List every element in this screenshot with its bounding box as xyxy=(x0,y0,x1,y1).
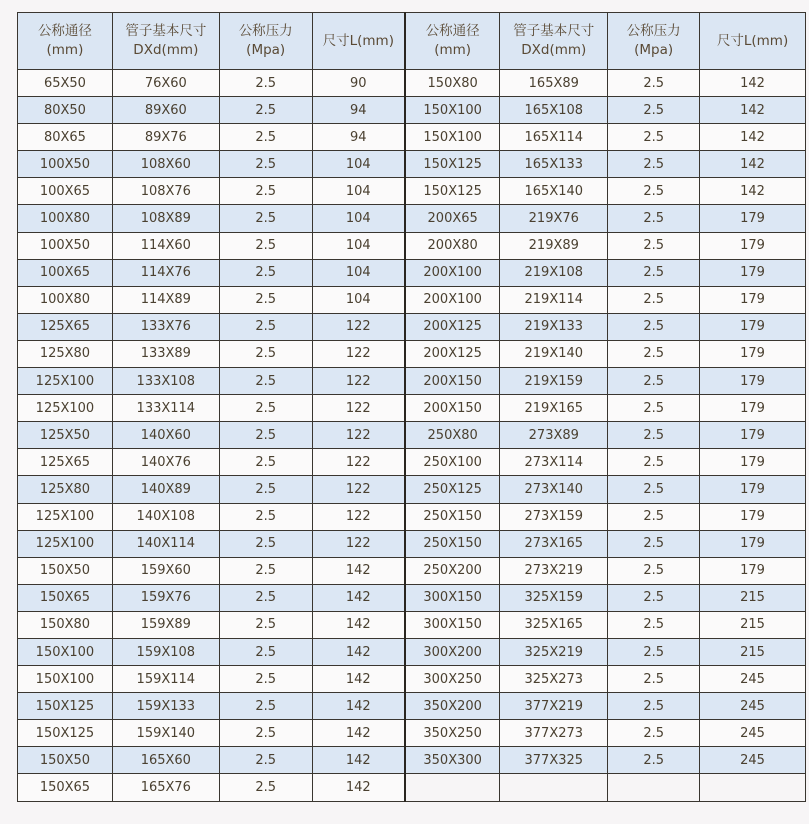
header-text: 管子基本尺寸 xyxy=(513,23,595,39)
cell-nominal-diameter: 300X200 xyxy=(405,638,500,665)
cell-length xyxy=(700,774,806,801)
table-row xyxy=(18,286,806,313)
header-text: 公称通径 xyxy=(425,23,480,39)
cell-nominal-diameter: 125X80 xyxy=(18,340,113,367)
cell-nominal-diameter: 150X65 xyxy=(18,774,113,801)
cell-pressure: 2.5 xyxy=(608,476,700,503)
cell-nominal-diameter: 250X200 xyxy=(405,557,500,584)
cell-nominal-diameter: 150X100 xyxy=(18,666,113,693)
cell-nominal-diameter: 125X80 xyxy=(18,476,113,503)
header-text: 管子基本尺寸 xyxy=(125,23,207,39)
header-unit: (mm) xyxy=(434,42,472,58)
table-row xyxy=(18,666,806,693)
cell-length: 142 xyxy=(700,178,806,205)
cell-length: 142 xyxy=(312,557,405,584)
cell-pressure: 2.5 xyxy=(219,368,312,395)
cell-length: 142 xyxy=(312,638,405,665)
header-nominal-diameter xyxy=(405,13,500,70)
cell-length: 142 xyxy=(700,124,806,151)
cell-pressure: 2.5 xyxy=(608,70,700,97)
cell-pipe-size: 133X89 xyxy=(112,340,219,367)
cell-nominal-diameter: 150X100 xyxy=(18,638,113,665)
cell-length: 122 xyxy=(312,449,405,476)
table-row xyxy=(18,151,806,178)
cell-pressure: 2.5 xyxy=(219,666,312,693)
cell-pipe-size: 89X76 xyxy=(112,124,219,151)
cell-pressure: 2.5 xyxy=(219,611,312,638)
cell-length: 142 xyxy=(312,693,405,720)
cell-pressure: 2.5 xyxy=(608,449,700,476)
cell-pipe-size: 114X89 xyxy=(112,286,219,313)
cell-pressure: 2.5 xyxy=(608,286,700,313)
cell-length: 122 xyxy=(312,313,405,340)
header-unit: (mm) xyxy=(46,42,84,58)
cell-length: 122 xyxy=(312,530,405,557)
header-text: 公称压力 xyxy=(238,23,293,39)
cell-length: 179 xyxy=(700,259,806,286)
header-unit: DXd(mm) xyxy=(521,42,587,58)
cell-nominal-diameter: 250X125 xyxy=(405,476,500,503)
cell-pipe-size: 219X133 xyxy=(500,313,608,340)
cell-pressure: 2.5 xyxy=(219,720,312,747)
cell-nominal-diameter: 100X65 xyxy=(18,178,113,205)
cell-pressure: 2.5 xyxy=(608,395,700,422)
cell-pipe-size: 133X108 xyxy=(112,368,219,395)
cell-nominal-diameter: 100X50 xyxy=(18,232,113,259)
cell-pressure: 2.5 xyxy=(219,124,312,151)
cell-length: 122 xyxy=(312,368,405,395)
cell-pipe-size: 325X219 xyxy=(500,638,608,665)
cell-pressure: 2.5 xyxy=(219,638,312,665)
table-row xyxy=(18,476,806,503)
table-row xyxy=(18,124,806,151)
cell-length: 104 xyxy=(312,259,405,286)
cell-pipe-size: 133X114 xyxy=(112,395,219,422)
cell-pipe-size: 140X114 xyxy=(112,530,219,557)
cell-nominal-diameter: 250X150 xyxy=(405,503,500,530)
cell-length: 179 xyxy=(700,313,806,340)
cell-pipe-size: 165X108 xyxy=(500,97,608,124)
cell-nominal-diameter: 150X80 xyxy=(18,611,113,638)
cell-pressure: 2.5 xyxy=(608,259,700,286)
cell-length: 179 xyxy=(700,232,806,259)
cell-pressure: 2.5 xyxy=(219,97,312,124)
header-unit: DXd(mm) xyxy=(133,42,199,58)
cell-length: 122 xyxy=(312,503,405,530)
table-row xyxy=(18,97,806,124)
cell-pressure: 2.5 xyxy=(608,693,700,720)
cell-pressure: 2.5 xyxy=(608,584,700,611)
cell-length: 90 xyxy=(312,70,405,97)
cell-nominal-diameter: 125X100 xyxy=(18,530,113,557)
header-pipe-size xyxy=(500,13,608,70)
cell-pipe-size: 140X89 xyxy=(112,476,219,503)
table-row xyxy=(18,205,806,232)
cell-pipe-size: 159X114 xyxy=(112,666,219,693)
cell-nominal-diameter: 125X100 xyxy=(18,395,113,422)
cell-nominal-diameter: 350X250 xyxy=(405,720,500,747)
cell-pipe-size: 165X60 xyxy=(112,747,219,774)
cell-nominal-diameter: 250X100 xyxy=(405,449,500,476)
cell-nominal-diameter: 250X80 xyxy=(405,422,500,449)
cell-pipe-size: 325X273 xyxy=(500,666,608,693)
cell-pipe-size: 140X60 xyxy=(112,422,219,449)
cell-length: 142 xyxy=(700,97,806,124)
table-row xyxy=(18,368,806,395)
cell-pressure: 2.5 xyxy=(219,422,312,449)
cell-length: 122 xyxy=(312,340,405,367)
cell-nominal-diameter: 200X150 xyxy=(405,368,500,395)
cell-pressure: 2.5 xyxy=(219,313,312,340)
cell-nominal-diameter: 150X125 xyxy=(405,178,500,205)
cell-pipe-size: 165X89 xyxy=(500,70,608,97)
cell-nominal-diameter: 150X80 xyxy=(405,70,500,97)
header-unit: (Mpa) xyxy=(246,42,286,58)
table-row xyxy=(18,178,806,205)
cell-pressure: 2.5 xyxy=(608,205,700,232)
cell-nominal-diameter: 300X150 xyxy=(405,611,500,638)
cell-length: 215 xyxy=(700,638,806,665)
cell-length: 179 xyxy=(700,395,806,422)
cell-nominal-diameter: 80X50 xyxy=(18,97,113,124)
cell-pipe-size: 159X89 xyxy=(112,611,219,638)
cell-nominal-diameter: 150X100 xyxy=(405,124,500,151)
cell-length: 215 xyxy=(700,584,806,611)
cell-length: 122 xyxy=(312,395,405,422)
cell-pressure: 2.5 xyxy=(219,232,312,259)
table-row xyxy=(18,395,806,422)
cell-pipe-size: 159X140 xyxy=(112,720,219,747)
cell-pressure: 2.5 xyxy=(219,286,312,313)
cell-pipe-size: 159X76 xyxy=(112,584,219,611)
table-row xyxy=(18,422,806,449)
cell-pressure: 2.5 xyxy=(608,178,700,205)
cell-pipe-size: 219X114 xyxy=(500,286,608,313)
cell-pressure: 2.5 xyxy=(219,747,312,774)
cell-nominal-diameter: 200X125 xyxy=(405,340,500,367)
cell-nominal-diameter: 150X65 xyxy=(18,584,113,611)
header-pressure xyxy=(219,13,312,70)
cell-length: 104 xyxy=(312,205,405,232)
header-text: 公称通径 xyxy=(37,23,92,39)
header-length: 尺寸L(mm) xyxy=(312,13,405,70)
cell-pipe-size: 273X140 xyxy=(500,476,608,503)
cell-pressure: 2.5 xyxy=(219,774,312,801)
cell-pipe-size: 140X76 xyxy=(112,449,219,476)
cell-nominal-diameter: 80X65 xyxy=(18,124,113,151)
cell-length: 142 xyxy=(312,774,405,801)
table-row xyxy=(18,503,806,530)
cell-length: 142 xyxy=(700,151,806,178)
cell-length: 104 xyxy=(312,178,405,205)
cell-nominal-diameter: 150X50 xyxy=(18,557,113,584)
table-row xyxy=(18,693,806,720)
table-row xyxy=(18,584,806,611)
cell-pipe-size: 273X114 xyxy=(500,449,608,476)
cell-length: 245 xyxy=(700,693,806,720)
cell-pipe-size: 377X273 xyxy=(500,720,608,747)
cell-nominal-diameter: 125X100 xyxy=(18,503,113,530)
table-row xyxy=(18,313,806,340)
cell-pressure: 2.5 xyxy=(608,557,700,584)
cell-pressure: 2.5 xyxy=(608,340,700,367)
cell-pipe-size: 159X60 xyxy=(112,557,219,584)
cell-pressure: 2.5 xyxy=(608,503,700,530)
table-row xyxy=(18,259,806,286)
header-pipe-size xyxy=(112,13,219,70)
cell-pipe-size: 159X133 xyxy=(112,693,219,720)
cell-pipe-size: 273X219 xyxy=(500,557,608,584)
header-text: 公称压力 xyxy=(626,23,681,39)
cell-pipe-size: 219X140 xyxy=(500,340,608,367)
cell-pressure: 2.5 xyxy=(608,666,700,693)
cell-pressure: 2.5 xyxy=(219,178,312,205)
cell-length: 94 xyxy=(312,97,405,124)
table-row xyxy=(18,557,806,584)
cell-nominal-diameter: 100X50 xyxy=(18,151,113,178)
cell-pressure xyxy=(608,774,700,801)
table-row xyxy=(18,70,806,97)
table-row xyxy=(18,340,806,367)
cell-pressure: 2.5 xyxy=(219,395,312,422)
cell-length: 179 xyxy=(700,476,806,503)
cell-nominal-diameter: 350X300 xyxy=(405,747,500,774)
cell-pipe-size: 108X89 xyxy=(112,205,219,232)
cell-length: 122 xyxy=(312,422,405,449)
table-row xyxy=(18,611,806,638)
cell-length: 179 xyxy=(700,286,806,313)
cell-length: 142 xyxy=(700,70,806,97)
cell-pressure: 2.5 xyxy=(219,205,312,232)
cell-length: 94 xyxy=(312,124,405,151)
cell-nominal-diameter: 125X65 xyxy=(18,313,113,340)
cell-length: 179 xyxy=(700,557,806,584)
cell-pipe-size: 165X133 xyxy=(500,151,608,178)
cell-nominal-diameter: 100X80 xyxy=(18,286,113,313)
table-row xyxy=(18,232,806,259)
cell-pipe-size: 219X159 xyxy=(500,368,608,395)
cell-pipe-size: 273X159 xyxy=(500,503,608,530)
cell-pressure: 2.5 xyxy=(608,97,700,124)
cell-length: 122 xyxy=(312,476,405,503)
cell-pipe-size: 165X76 xyxy=(112,774,219,801)
cell-pipe-size: 140X108 xyxy=(112,503,219,530)
cell-length: 179 xyxy=(700,503,806,530)
cell-pressure: 2.5 xyxy=(608,747,700,774)
header-nominal-diameter xyxy=(18,13,113,70)
cell-pipe-size: 325X165 xyxy=(500,611,608,638)
table-row xyxy=(18,774,806,801)
cell-pressure: 2.5 xyxy=(219,584,312,611)
cell-pipe-size: 133X76 xyxy=(112,313,219,340)
cell-pipe-size: 114X60 xyxy=(112,232,219,259)
cell-pipe-size: 273X89 xyxy=(500,422,608,449)
cell-nominal-diameter: 350X200 xyxy=(405,693,500,720)
cell-pipe-size: 273X165 xyxy=(500,530,608,557)
cell-nominal-diameter: 150X125 xyxy=(18,693,113,720)
cell-length: 104 xyxy=(312,151,405,178)
cell-length: 142 xyxy=(312,611,405,638)
cell-nominal-diameter: 125X50 xyxy=(18,422,113,449)
cell-pressure: 2.5 xyxy=(219,151,312,178)
cell-nominal-diameter: 200X125 xyxy=(405,313,500,340)
header-pressure xyxy=(608,13,700,70)
cell-pressure: 2.5 xyxy=(219,70,312,97)
cell-pipe-size: 219X165 xyxy=(500,395,608,422)
cell-nominal-diameter: 125X65 xyxy=(18,449,113,476)
cell-pipe-size: 219X108 xyxy=(500,259,608,286)
cell-pressure: 2.5 xyxy=(608,151,700,178)
cell-pressure: 2.5 xyxy=(608,611,700,638)
cell-pipe-size: 377X219 xyxy=(500,693,608,720)
cell-length: 179 xyxy=(700,449,806,476)
cell-pressure: 2.5 xyxy=(219,340,312,367)
cell-pipe-size: 325X159 xyxy=(500,584,608,611)
header-unit: (Mpa) xyxy=(634,42,674,58)
table-row xyxy=(18,530,806,557)
cell-length: 104 xyxy=(312,286,405,313)
cell-nominal-diameter: 200X65 xyxy=(405,205,500,232)
cell-pipe-size: 89X60 xyxy=(112,97,219,124)
cell-pressure: 2.5 xyxy=(608,638,700,665)
cell-nominal-diameter: 150X125 xyxy=(18,720,113,747)
cell-pipe-size: 165X140 xyxy=(500,178,608,205)
cell-nominal-diameter: 200X100 xyxy=(405,259,500,286)
cell-nominal-diameter: 200X80 xyxy=(405,232,500,259)
cell-pipe-size: 159X108 xyxy=(112,638,219,665)
table-row xyxy=(18,747,806,774)
table-row xyxy=(18,720,806,747)
cell-nominal-diameter: 200X100 xyxy=(405,286,500,313)
cell-length: 179 xyxy=(700,340,806,367)
cell-length: 142 xyxy=(312,584,405,611)
table-row xyxy=(18,638,806,665)
cell-pressure: 2.5 xyxy=(219,449,312,476)
cell-nominal-diameter: 65X50 xyxy=(18,70,113,97)
cell-length: 245 xyxy=(700,720,806,747)
cell-nominal-diameter: 300X250 xyxy=(405,666,500,693)
cell-pipe-size: 219X89 xyxy=(500,232,608,259)
cell-length: 179 xyxy=(700,530,806,557)
cell-nominal-diameter: 150X100 xyxy=(405,97,500,124)
cell-nominal-diameter: 125X100 xyxy=(18,368,113,395)
cell-length: 142 xyxy=(312,666,405,693)
cell-pipe-size: 108X60 xyxy=(112,151,219,178)
reducer-spec-table xyxy=(17,12,806,802)
cell-pipe-size: 114X76 xyxy=(112,259,219,286)
cell-pressure: 2.5 xyxy=(219,503,312,530)
cell-pressure: 2.5 xyxy=(608,124,700,151)
cell-nominal-diameter xyxy=(405,774,500,801)
cell-pipe-size: 108X76 xyxy=(112,178,219,205)
cell-nominal-diameter: 250X150 xyxy=(405,530,500,557)
cell-length: 179 xyxy=(700,422,806,449)
cell-nominal-diameter: 150X50 xyxy=(18,747,113,774)
cell-nominal-diameter: 150X125 xyxy=(405,151,500,178)
cell-nominal-diameter: 100X65 xyxy=(18,259,113,286)
cell-length: 245 xyxy=(700,666,806,693)
cell-pressure: 2.5 xyxy=(608,368,700,395)
cell-length: 245 xyxy=(700,747,806,774)
cell-length: 215 xyxy=(700,611,806,638)
cell-pipe-size: 76X60 xyxy=(112,70,219,97)
header-length: 尺寸L(mm) xyxy=(700,13,806,70)
cell-pressure: 2.5 xyxy=(219,530,312,557)
cell-pipe-size xyxy=(500,774,608,801)
table-row xyxy=(18,449,806,476)
cell-length: 179 xyxy=(700,368,806,395)
cell-pressure: 2.5 xyxy=(608,232,700,259)
cell-pressure: 2.5 xyxy=(608,530,700,557)
cell-nominal-diameter: 100X80 xyxy=(18,205,113,232)
cell-pipe-size: 219X76 xyxy=(500,205,608,232)
header-row xyxy=(18,13,806,70)
cell-pipe-size: 377X325 xyxy=(500,747,608,774)
cell-pressure: 2.5 xyxy=(219,259,312,286)
cell-length: 142 xyxy=(312,720,405,747)
cell-nominal-diameter: 200X150 xyxy=(405,395,500,422)
cell-length: 179 xyxy=(700,205,806,232)
cell-pressure: 2.5 xyxy=(219,557,312,584)
cell-pressure: 2.5 xyxy=(219,476,312,503)
cell-pipe-size: 165X114 xyxy=(500,124,608,151)
cell-nominal-diameter: 300X150 xyxy=(405,584,500,611)
cell-pressure: 2.5 xyxy=(608,313,700,340)
cell-length: 142 xyxy=(312,747,405,774)
cell-pressure: 2.5 xyxy=(608,720,700,747)
cell-length: 104 xyxy=(312,232,405,259)
cell-pressure: 2.5 xyxy=(608,422,700,449)
cell-pressure: 2.5 xyxy=(219,693,312,720)
